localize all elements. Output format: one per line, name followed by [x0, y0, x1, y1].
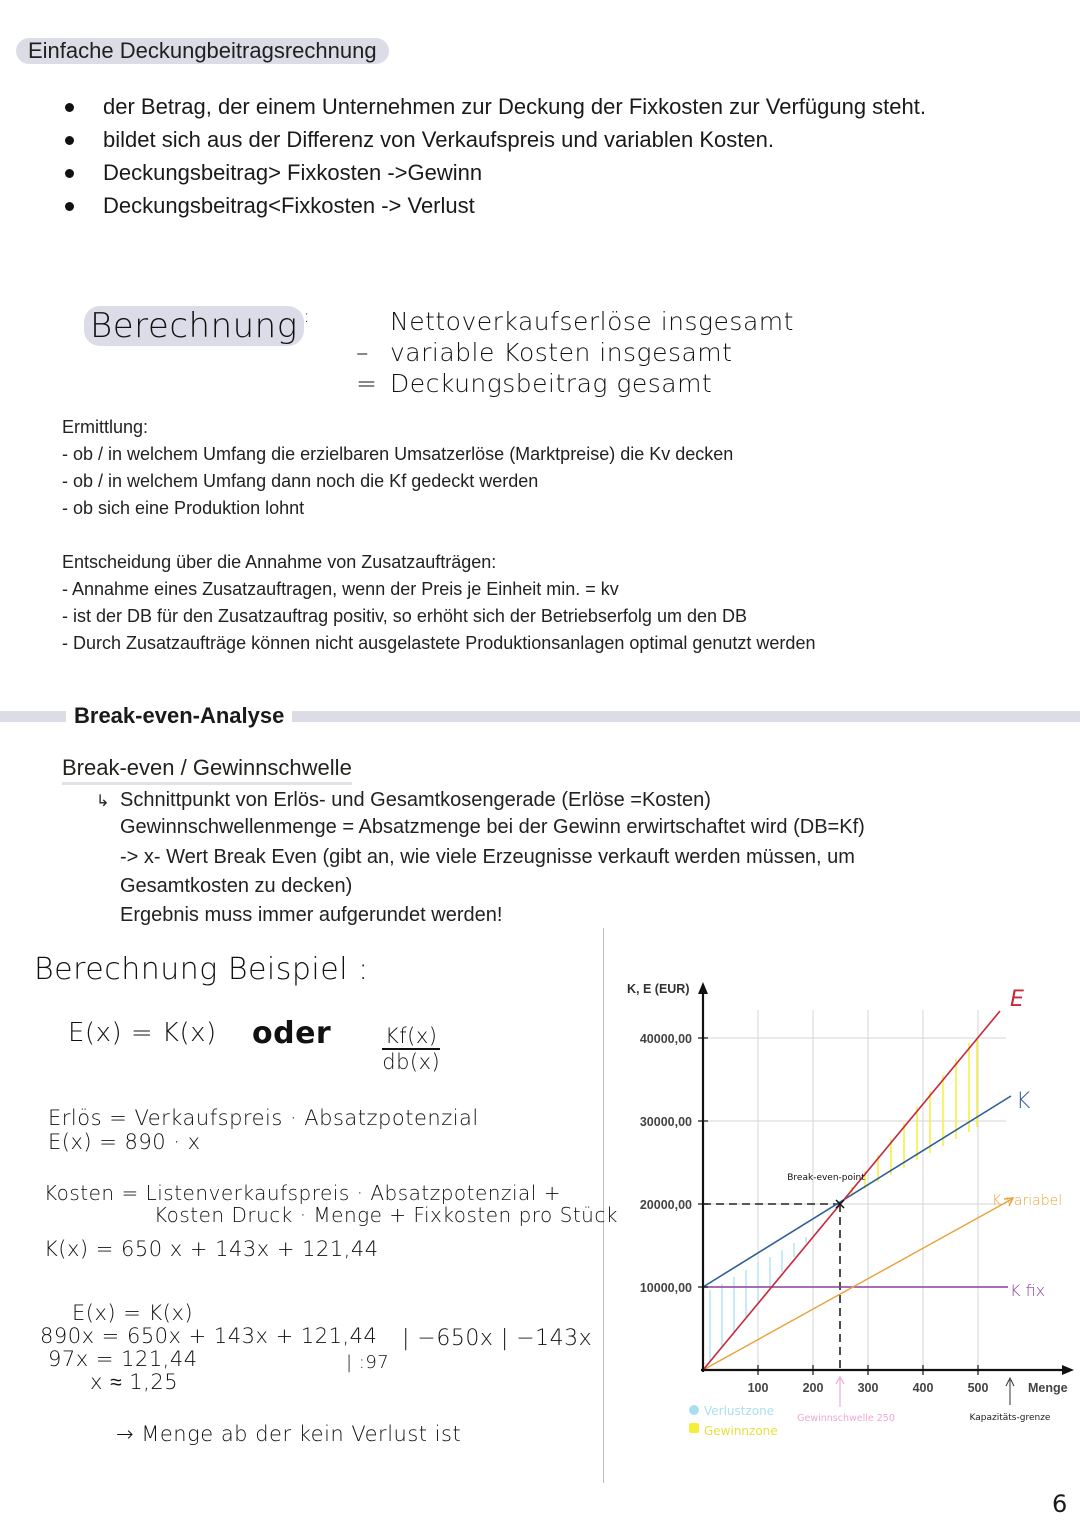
page-number: 6 — [1052, 1490, 1068, 1518]
break-even-chart — [610, 970, 1080, 1450]
svg-text:300: 300 — [857, 1381, 879, 1395]
be-line: Gesamtkosten zu decken) — [120, 875, 353, 897]
kosten-formula: Kosten = Listenverkaufspreis · Absatzpotenzial + Kosten Druck · Menge + Fixkosten pro Stück K(x) = 650 x + 143x + 121,44 — [44, 1181, 618, 1261]
k-total-line — [703, 1096, 1011, 1287]
formula-e-equals-k: E(x) = K(x) — [68, 1018, 217, 1048]
section-title-deckungsbeitrag: Einfache Deckungbeitragsrechnung — [16, 38, 389, 64]
svg-text:40000,00: 40000,00 — [639, 1032, 692, 1046]
be-line: Gewinnschwellenmenge = Absatzmenge bei der Gewinn erwirtschaftet wird (DB=Kf) — [120, 816, 865, 838]
scheme-line: = Deckungsbeitrag gesamt — [356, 369, 713, 398]
entscheidung-title: Entscheidung über die Annahme von Zusatzaufträgen: — [62, 552, 497, 572]
x-axis-arrow-icon — [1062, 1365, 1074, 1375]
ermittlung-block — [62, 414, 733, 522]
entscheidung-item: - Annahme eines Zusatzauftragen, wenn der Preis je Einheit min. = kv — [62, 579, 619, 599]
be-line: Ergebnis muss immer aufgerundet werden! — [120, 904, 503, 926]
berechnung-scheme — [356, 306, 794, 399]
k-line-label: K — [1016, 1089, 1031, 1114]
x-tick-labels — [748, 1381, 989, 1395]
berechnung-label: Berechnung : — [84, 306, 310, 346]
break-even-explanation — [96, 786, 865, 930]
x-axis-label: Menge — [1028, 1381, 1068, 1395]
scheme-line: Nettoverkaufserlöse insgesamt — [390, 307, 794, 336]
kapazitaet-label: Kapazitäts-grenze — [969, 1413, 1051, 1423]
be-line: -> x- Wert Break Even (gibt an, wie viele Erzeugnisse verkauft werden müssen, um — [120, 846, 855, 868]
y-axis-arrow-icon — [698, 982, 708, 994]
e-line-label: E — [1010, 987, 1024, 1012]
beispiel-title: Berechnung Beispiel : — [34, 952, 369, 987]
bullet-item: der Betrag, der einem Unternehmen zur Deckung der Fixkosten zur Verfügung steht. — [60, 90, 926, 123]
svg-text:30000,00: 30000,00 — [639, 1115, 692, 1129]
calculation-steps: E(x) = K(x) 890x = 650x + 143x + 121,44 97x = 121,44 x ≈ 1,25 — [40, 1301, 378, 1394]
scheme-line: – variable Kosten insgesamt — [356, 338, 733, 367]
gewinnzone-hatching — [852, 1040, 977, 1196]
svg-text:200: 200 — [802, 1381, 824, 1395]
erloes-formula: Erlös = Verkaufspreis · Absatzpotenzial E(x) = 890 · x — [48, 1106, 479, 1154]
subheading-gewinnschwelle: Break-even / Gewinnschwelle — [62, 754, 352, 785]
y-tick-labels — [640, 1032, 692, 1295]
bullet-item: Deckungsbeitrag<Fixkosten -> Verlust — [60, 189, 926, 222]
bullet-item: bildet sich aus der Differenz von Verkaufspreis und variablen Kosten. — [60, 123, 926, 156]
calc-operation-1: | −650x | −143x — [402, 1326, 593, 1351]
svg-text:400: 400 — [912, 1381, 934, 1395]
ermittlung-item: - ob / in welchem Umfang dann noch die Kf gedeckt werden — [62, 471, 539, 491]
formula-fraction — [382, 1024, 440, 1074]
legend-gewinnzone-icon — [689, 1423, 699, 1433]
svg-text:100: 100 — [747, 1381, 769, 1395]
entscheidung-item: - Durch Zusatzaufträge können nicht ausgelastete Produktionsanlagen optimal genutzt werden — [62, 633, 816, 653]
svg-text:500: 500 — [967, 1381, 989, 1395]
legend-gewinnzone-label: Gewinnzone — [704, 1424, 778, 1438]
section-title-break-even: Break-even-Analyse — [66, 702, 292, 730]
be-line: ↳ Schnittpunkt von Erlös- und Gesamtkosengerade (Erlöse =Kosten) — [96, 786, 865, 815]
svg-text:10000,00: 10000,00 — [639, 1281, 692, 1295]
k-fix-label: K fix — [1010, 1281, 1046, 1300]
gewinnschwelle-label: Gewinnschwelle 250 — [797, 1413, 895, 1424]
return-arrow-icon: ↳ — [96, 791, 110, 810]
e-revenue-line — [703, 1011, 1000, 1370]
calc-operation-2: | :97 — [346, 1352, 390, 1373]
svg-text:20000,00: 20000,00 — [639, 1198, 692, 1212]
y-axis-label: K, E (EUR) — [627, 982, 690, 996]
legend-verlustzone-label: Verlustzone — [704, 1404, 775, 1418]
entscheidung-block — [62, 549, 815, 657]
oder-label: oder — [252, 1016, 332, 1051]
ermittlung-title: Ermittlung: — [62, 417, 149, 437]
ermittlung-item: - ob sich eine Produktion lohnt — [62, 498, 305, 518]
entscheidung-item: - ist der DB für den Zusatzauftrag positiv, so erhöht sich der Betriebserfolg um den DB — [62, 606, 747, 626]
legend-verlustzone-icon — [689, 1405, 699, 1415]
bullet-item: Deckungsbeitrag> Fixkosten ->Gewinn — [60, 156, 926, 189]
k-variabel-label: K variabel — [992, 1193, 1063, 1209]
fraction-denominator: db(x) — [382, 1050, 441, 1074]
conclusion-text: → Menge ab der kein Verlust ist — [116, 1422, 462, 1446]
k-variabel-line — [703, 1199, 1012, 1370]
definition-bullet-list — [60, 90, 926, 222]
break-even-point-label: Break-even-point — [787, 1173, 865, 1183]
fraction-numerator: Kf(x) — [382, 1024, 440, 1050]
ermittlung-item: - ob / in welchem Umfang die erzielbaren Umsatzerlöse (Marktpreise) die Kv decken — [62, 444, 734, 464]
